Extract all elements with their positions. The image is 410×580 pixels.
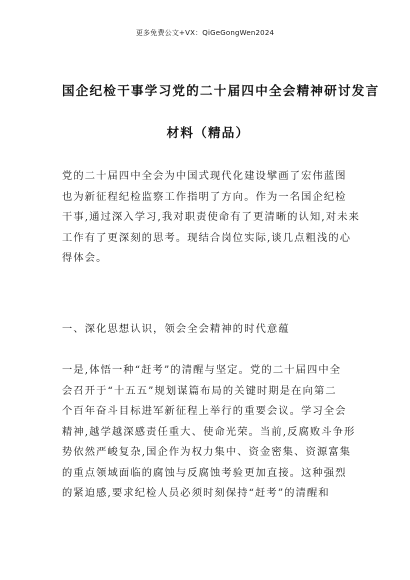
paragraph-line: 的重点领域面临的腐蚀与反腐蚀考验更加直接。这种强烈 xyxy=(62,467,347,479)
paragraph-line: 也为新征程纪检监察工作指明了方向。作为一名国企纪检 xyxy=(62,191,347,203)
document-title-line-1: 国企纪检干事学习党的二十届四中全会精神研讨发言 xyxy=(62,83,380,98)
paragraph-line: 得体会。 xyxy=(62,253,108,264)
intro-paragraph xyxy=(62,167,360,270)
section-heading: 一、深化思想认识，领会全会精神的时代意蕴 xyxy=(62,324,290,335)
document-title-line-2: 材料（精品） xyxy=(166,125,250,140)
section-paragraph xyxy=(62,361,354,505)
paragraph-line: 精神,越学越深感责任重大、使命光荣。当前,反腐败斗争形 xyxy=(62,426,356,438)
paragraph-line: 的紧迫感,要求纪检人员必须时刻保持“赶考”的清醒和 xyxy=(62,488,330,499)
header-note: 更多免费公文+VX：QiGeGongWen2024 xyxy=(135,29,275,37)
paragraph-line: 干事,通过深入学习,我对职责使命有了更清晰的认知,对未来 xyxy=(62,212,360,223)
paragraph-line: 会召开于“十五五”规划谋篇布局的关键时期是在向第二 xyxy=(62,385,337,397)
paragraph-line: 个百年奋斗目标进军新征程上举行的重要会议。学习全会 xyxy=(62,406,347,417)
paragraph-line: 工作有了更深刻的思考。现结合岗位实际,谈几点粗浅的心 xyxy=(62,232,352,244)
paragraph-line: 势依然严峻复杂,国企作为权力集中、资金密集、资源富集 xyxy=(62,447,352,458)
paragraph-line: 党的二十届四中全会为中国式现代化建设擘画了宏伟蓝图 xyxy=(62,171,347,182)
paragraph-line: 一是,体悟一种“赶考”的清醒与坚定。党的二十届四中全 xyxy=(62,365,342,376)
